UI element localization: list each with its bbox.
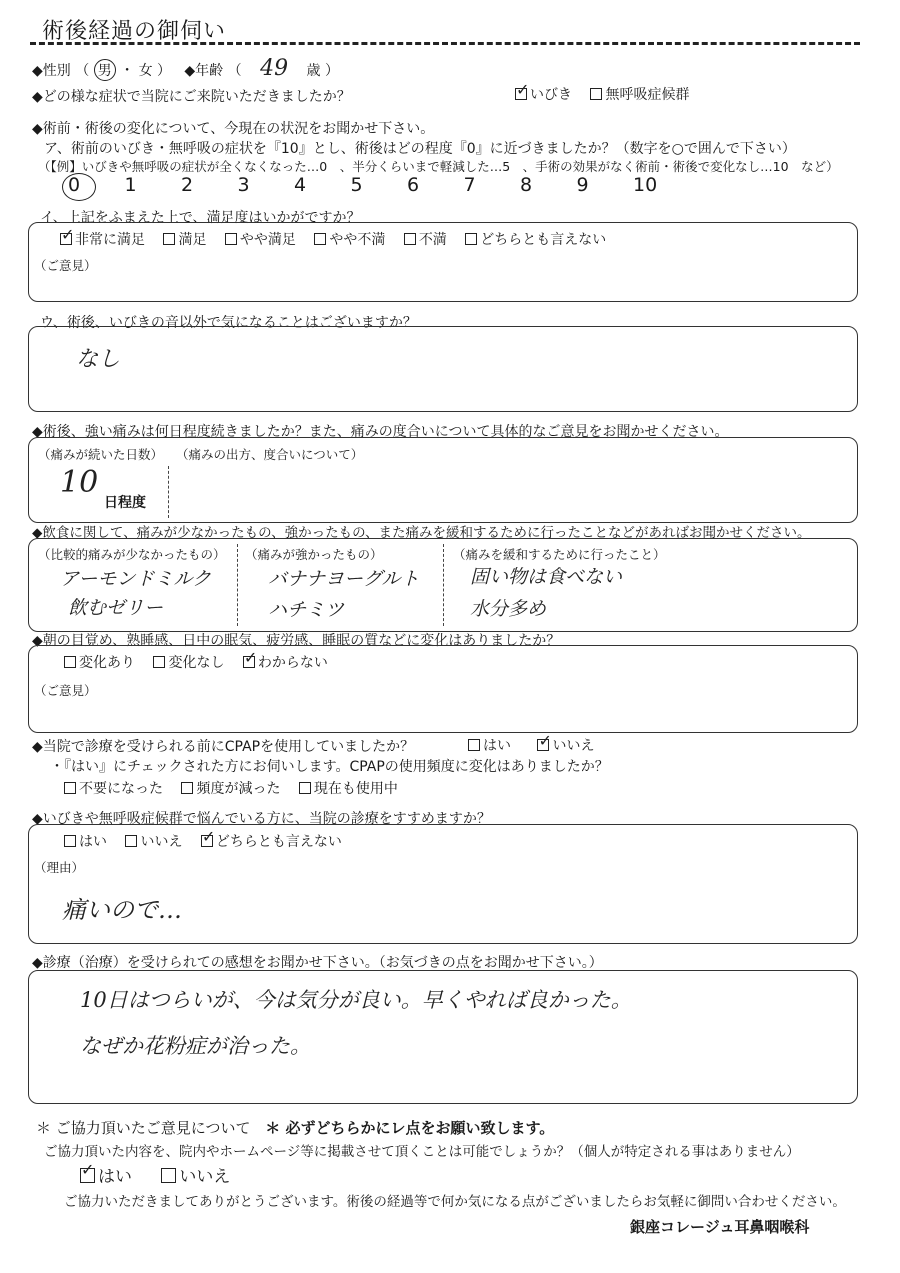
checkbox-checked[interactable] bbox=[243, 656, 255, 668]
option-label: 頻度が減った bbox=[196, 781, 281, 797]
scale-5[interactable]: 5 bbox=[350, 174, 363, 196]
q6-divider-1 bbox=[237, 544, 238, 626]
q7-option-no-change[interactable] bbox=[153, 655, 224, 671]
checkbox[interactable] bbox=[465, 233, 477, 245]
q5-degree-label: （痛みの出方、度合いについて） bbox=[176, 447, 364, 462]
footer-option-yes[interactable] bbox=[80, 1167, 132, 1187]
q2-example: （【例】いびきや無呼吸の症状が全くなくなった…0 、半分くらいまで軽減した…5 、手術の効果がなく術前・術後で変化なし…10 など） bbox=[38, 159, 839, 174]
checkbox[interactable] bbox=[163, 233, 175, 245]
q3-option-somewhat-satisfied[interactable] bbox=[225, 232, 296, 248]
footer-question: ご協力頂いた内容を、院内やホームページ等に掲載させて頂くことは可能でしょうか？（個人が特定される事はありません） bbox=[44, 1144, 800, 1160]
option-label: いびき bbox=[530, 87, 572, 103]
q5-days-unit: 日程度 bbox=[104, 495, 146, 511]
q6-col1-line-1[interactable]: アーモンドミルク bbox=[60, 568, 212, 590]
option-label: 無呼吸症候群 bbox=[605, 87, 690, 103]
footer-thanks: ご協力いただきましてありがとうございます。術後の経過等で何か気になる点がございましたらお気軽に御問い合わせください。 bbox=[64, 1194, 846, 1210]
q3-option-very-satisfied[interactable] bbox=[60, 232, 145, 248]
q4-answer-box bbox=[28, 326, 858, 412]
q4-text: ウ、術後、いびきの音以外で気になることはございますか？ bbox=[40, 315, 417, 331]
q8-options bbox=[468, 735, 608, 755]
gender-close: ） bbox=[157, 63, 172, 79]
q10-line-1[interactable]: 10日はつらいが、今は気分が良い。早くやれば良かった。 bbox=[80, 988, 632, 1012]
age-unit: 歳 bbox=[306, 63, 321, 79]
age-open: （ bbox=[227, 63, 242, 79]
q8-option-no[interactable] bbox=[537, 738, 594, 754]
scale-3[interactable]: 3 bbox=[237, 174, 250, 196]
q8-text: ◆当院で診療を受けられる前にCPAPを使用していましたか？ bbox=[32, 739, 415, 755]
option-label: 現在も使用中 bbox=[313, 781, 398, 797]
footer-heading-a: ＊ ご協力頂いたご意見について bbox=[36, 1119, 251, 1137]
gender-female-option[interactable]: 女 bbox=[138, 63, 153, 79]
q8-sub-options bbox=[64, 778, 412, 798]
option-label: いいえ bbox=[179, 1167, 231, 1187]
checkbox[interactable] bbox=[64, 782, 76, 794]
q8-sub-option-still-using[interactable] bbox=[299, 781, 398, 797]
checkbox[interactable] bbox=[64, 656, 76, 668]
scale-10[interactable]: 10 bbox=[633, 174, 658, 196]
option-label: いいえ bbox=[140, 834, 183, 850]
option-label: はい bbox=[98, 1167, 132, 1187]
option-label: わからない bbox=[257, 655, 328, 671]
title-divider bbox=[30, 42, 860, 45]
footer-heading bbox=[36, 1117, 554, 1138]
q6-col2-label: （痛みが強かったもの） bbox=[245, 547, 383, 562]
gender-label: ◆性別 bbox=[32, 63, 71, 79]
checkbox-checked[interactable] bbox=[80, 1168, 95, 1183]
q3-text: イ、上記をふまえた上で、満足度はいかがですか？ bbox=[40, 210, 361, 226]
checkbox[interactable] bbox=[299, 782, 311, 794]
q6-col2-line-2[interactable]: ハチミツ bbox=[268, 599, 345, 621]
profile-row bbox=[32, 56, 339, 81]
option-label: いいえ bbox=[552, 738, 595, 754]
checkbox[interactable] bbox=[161, 1168, 176, 1183]
q7-options bbox=[64, 652, 342, 672]
checkbox[interactable] bbox=[314, 233, 326, 245]
q6-col3-line-2[interactable]: 水分多め bbox=[470, 598, 547, 620]
q8-sub-text: ・『はい』にチェックされた方にお伺いします。CPAPの使用頻度に変化はありましたか？ bbox=[50, 759, 609, 775]
q7-option-changed[interactable] bbox=[64, 655, 135, 671]
gender-open: （ bbox=[75, 63, 90, 79]
q7-text: ◆朝の目覚め、熟睡感、日中の眠気、疲労感、睡眠の質などに変化はありましたか？ bbox=[32, 633, 561, 649]
checkbox[interactable] bbox=[468, 739, 480, 751]
checkbox-checked[interactable] bbox=[537, 739, 549, 751]
q3-opinion-label: （ご意見） bbox=[34, 258, 97, 273]
option-label: 満足 bbox=[178, 232, 207, 248]
q6-col2-line-1[interactable]: バナナヨーグルト bbox=[268, 568, 420, 590]
option-label: やや満足 bbox=[239, 232, 296, 248]
q3-option-somewhat-dissatisfied[interactable] bbox=[314, 232, 385, 248]
q9-option-yes[interactable] bbox=[64, 834, 107, 850]
q6-divider-2 bbox=[443, 544, 444, 626]
option-label: 非常に満足 bbox=[75, 232, 145, 248]
q1-option-snoring[interactable] bbox=[515, 87, 572, 103]
q6-col3-line-1[interactable]: 固い物は食べない bbox=[470, 566, 623, 588]
q3-options bbox=[60, 229, 620, 249]
checkbox[interactable] bbox=[125, 835, 137, 847]
clinic-name: 銀座コレージュ耳鼻咽喉科 bbox=[630, 1218, 810, 1236]
option-label: 不満 bbox=[418, 232, 447, 248]
q7-option-unknown[interactable] bbox=[243, 655, 328, 671]
footer-heading-b: ＊ 必ずどちらかにレ点をお願い致します。 bbox=[265, 1119, 555, 1137]
q1-option-apnea[interactable] bbox=[590, 87, 689, 103]
scale-2[interactable]: 2 bbox=[181, 174, 194, 196]
option-label: 不要になった bbox=[79, 781, 163, 797]
scale-7[interactable]: 7 bbox=[463, 174, 476, 196]
option-label: どちらとも言えない bbox=[215, 834, 342, 850]
q9-reason-label: （理由） bbox=[34, 860, 85, 875]
scale-6[interactable]: 6 bbox=[407, 174, 420, 196]
footer-options bbox=[80, 1162, 244, 1187]
q9-option-neither[interactable] bbox=[201, 834, 342, 850]
q9-options bbox=[64, 831, 356, 851]
q4-answer[interactable]: なし bbox=[76, 347, 121, 372]
q6-text: ◆飲食に関して、痛みが少なかったもの、強かったもの、また痛みを緩和するために行ったことなどがあればお聞かせください。 bbox=[32, 525, 811, 541]
scale-4[interactable]: 4 bbox=[294, 174, 307, 196]
checkbox[interactable] bbox=[153, 656, 165, 668]
scale-8[interactable]: 8 bbox=[520, 174, 533, 196]
gender-separator: ・ bbox=[120, 63, 135, 79]
option-label: 変化なし bbox=[168, 655, 225, 671]
checkbox[interactable] bbox=[225, 233, 237, 245]
q5-divider bbox=[168, 466, 169, 518]
checkbox-checked[interactable] bbox=[201, 835, 213, 847]
q9-text: ◆いびきや無呼吸症候群で悩んでいる方に、当院の診療をすすめますか？ bbox=[32, 811, 491, 827]
q7-opinion-label: （ご意見） bbox=[34, 683, 97, 698]
q9-reason[interactable]: 痛いので… bbox=[62, 896, 182, 924]
page-title: 術後経過の御伺い bbox=[42, 19, 227, 44]
q8-sub-option-not-needed[interactable] bbox=[64, 781, 163, 797]
q1-text: ◆どの様な症状で当院にご来院いただきましたか？ bbox=[32, 89, 351, 105]
scale-9[interactable]: 9 bbox=[576, 174, 589, 196]
option-label: やや不満 bbox=[329, 232, 386, 248]
q5-text: ◆術後、強い痛みは何日程度続きましたか？また、痛みの度合いについて具体的なご意見をお聞かせください。 bbox=[32, 424, 729, 440]
q3-option-neither[interactable] bbox=[465, 232, 606, 248]
age-value[interactable]: 49 bbox=[260, 56, 289, 81]
q2-text: ◆術前・術後の変化について、今現在の状況をお聞かせ下さい。 bbox=[32, 121, 435, 137]
q6-col3-label: （痛みを緩和するために行ったこと） bbox=[453, 547, 666, 562]
q1-options bbox=[515, 84, 703, 104]
footer-option-no[interactable] bbox=[161, 1167, 230, 1187]
checkbox[interactable] bbox=[590, 88, 602, 100]
scale-1[interactable]: 1 bbox=[124, 174, 137, 196]
q3-option-satisfied[interactable] bbox=[163, 232, 206, 248]
q5-days-label: （痛みが続いた日数） bbox=[38, 447, 164, 462]
scale-0[interactable]: 0 bbox=[68, 174, 81, 196]
q5-days-value[interactable]: 10 bbox=[60, 465, 99, 500]
q3-option-dissatisfied[interactable] bbox=[404, 232, 447, 248]
age-close: ） bbox=[325, 63, 339, 79]
checkbox-checked[interactable] bbox=[515, 88, 527, 100]
q8-option-yes[interactable] bbox=[468, 738, 511, 754]
checkbox[interactable] bbox=[64, 835, 76, 847]
gender-male-option[interactable]: 男 bbox=[94, 59, 116, 81]
option-label: 変化あり bbox=[79, 655, 135, 671]
checkbox[interactable] bbox=[181, 782, 193, 794]
age-label: ◆年齢 bbox=[184, 63, 224, 79]
checkbox[interactable] bbox=[404, 233, 416, 245]
q8-sub-option-reduced[interactable] bbox=[181, 781, 280, 797]
q10-line-2[interactable]: なぜか花粉症が治った。 bbox=[80, 1034, 311, 1058]
q2-scale bbox=[68, 174, 690, 196]
q9-option-no[interactable] bbox=[125, 834, 182, 850]
q2-sub-a: ア、術前のいびき・無呼吸の症状を『10』とし、術後はどの程度『0』に近づきましたか？（数字を○で囲んで下さい） bbox=[44, 141, 796, 157]
q6-col1-line-2[interactable]: 飲むゼリー bbox=[68, 597, 164, 619]
option-label: どちらとも言えない bbox=[480, 232, 607, 248]
option-label: はい bbox=[79, 834, 107, 850]
option-label: はい bbox=[483, 738, 511, 754]
q6-col1-label: （比較的痛みが少なかったもの） bbox=[38, 547, 226, 562]
checkbox-checked[interactable] bbox=[60, 233, 72, 245]
q10-text: ◆診療（治療）を受けられての感想をお聞かせ下さい。（お気づきの点をお聞かせ下さい。） bbox=[32, 955, 603, 971]
